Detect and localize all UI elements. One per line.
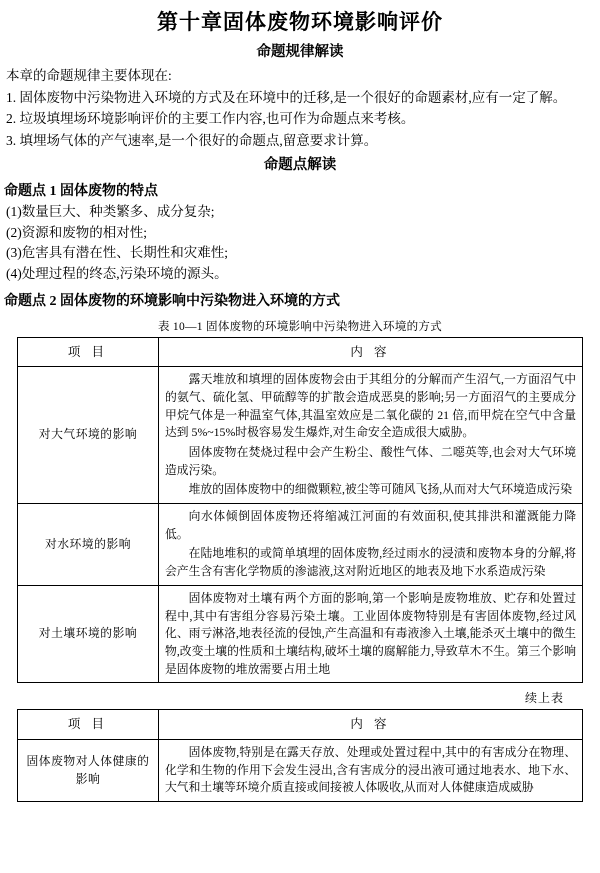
- row-item-air: 对大气环境的影响: [18, 367, 159, 504]
- point-1-item-2: (2)资源和废物的相对性;: [6, 224, 147, 240]
- intro-text: 本章的命题规律主要体现在:: [6, 68, 172, 83]
- rule-item-1: 1. 固体废物中污染物进入环境的方式及在环境中的迁移,是一个很好的命题素材,应有一定了解。: [6, 89, 567, 105]
- row-content-health-p1: 固体废物,特别是在露天存放、处理或处置过程中,其中的有害成分在物理、化学和生物的作用下会发生浸出,含有害成分的浸出液可通过地表水、地下水、大气和土壤等环境介质直接或间接被人体吸收,从而对人体健康造成威胁: [165, 745, 576, 795]
- section-heading-rules: 命题规律解读: [256, 44, 344, 60]
- section-heading-points: 命题点解读: [263, 157, 337, 174]
- row-item-health: 固体废物对人体健康的影响: [18, 740, 159, 802]
- row-item-water: 对水环境的影响: [18, 504, 159, 586]
- rule-item-2: 2. 垃圾填埋场环境影响评价的主要工作内容,也可作为命题点来考核。: [6, 111, 415, 127]
- row-content-water-p1: 向水体倾倒固体废物还将缩减江河面的有效面积,使其排洪和灌溉能力降低。: [165, 509, 576, 541]
- impact-table: [17, 337, 583, 684]
- row-content-water-p2: 在陆地堆积的或简单填埋的固体废物,经过雨水的浸渍和废物本身的分解,将会产生含有害化学物质的渗滤液,这对附近地区的地表及地下水系造成污染: [165, 546, 576, 579]
- table2-header-row: [18, 710, 583, 740]
- document-page: [0, 6, 600, 873]
- row-content-air-p2: 固体废物在焚烧过程中会产生粉尘、酸性气体、二噁英等,也会对大气环境造成污染。: [165, 445, 576, 477]
- row-content-air-p3: 堆放的固体废物中的细微颗粒,被尘等可随风飞扬,从而对大气环境造成污染: [188, 482, 572, 497]
- point-1-item-1: (1)数量巨大、种类繁多、成分复杂;: [6, 204, 215, 220]
- impact-table-continued: [17, 709, 583, 802]
- row-content-health: [159, 740, 583, 802]
- row-item-soil: 对土壤环境的影响: [18, 585, 159, 682]
- table-row: [18, 367, 583, 504]
- table2-header-content: 内 容: [159, 710, 583, 740]
- row-content-air-p1: 露天堆放和填埋的固体废物会由于其组分的分解而产生沼气,一方面沼气中的氨气、硫化氢、甲硫醇等的扩散会造成恶臭的影响;另一方面沼气的主要成分甲烷气体是一种温室气体,其温室效应是二氧化碳的 21 倍,而甲烷在空气中含量达到 5%~15%时极容易发生爆炸,对生命安全造成很大威胁。: [165, 372, 576, 440]
- table-row: [18, 740, 583, 802]
- table-header-content: 内 容: [159, 337, 583, 367]
- row-content-soil: [159, 585, 583, 682]
- table-header-row: [18, 337, 583, 367]
- row-content-soil-p1: 固体废物对土壤有两个方面的影响,第一个影响是废物堆放、贮存和处置过程中,其中有害组分容易污染土壤。工业固体废物特别是有害固体废物,经过风化、雨亏淋洛,地表径流的侵蚀,产生高温和有毒液渗入土壤,能杀灭土壤中的微生物,改变土壤的性质和土壤结构,破坏土壤的腐解能力,导致草木不生。第三个影响是固体废物的堆放需要占用土地: [165, 590, 576, 676]
- rule-item-3: 3. 填埋场气体的产气速率,是一个很好的命题点,留意要求计算。: [6, 132, 378, 148]
- point-1-item-3: (3)危害具有潜在性、长期性和灾难性;: [6, 245, 228, 261]
- row-content-water: [159, 504, 583, 586]
- table-row: [18, 504, 583, 586]
- table-row: [18, 585, 583, 682]
- point-1-title: 命题点 1 固体废物的特点: [4, 184, 158, 200]
- row-content-air: [159, 367, 583, 504]
- table-caption: 表 10—1 固体废物的环境影响中污染物进入环境的方式: [157, 320, 443, 333]
- continued-table-note: 续上表: [524, 691, 564, 706]
- page-title: 第十章固体废物环境影响评价: [157, 9, 443, 34]
- point-2-title: 命题点 2 固体废物的环境影响中污染物进入环境的方式: [4, 293, 340, 309]
- point-1-item-4: (4)处理过程的终态,污染环境的源头。: [6, 265, 228, 281]
- table-header-item: 项 目: [18, 337, 159, 367]
- table2-header-item: 项 目: [18, 710, 159, 740]
